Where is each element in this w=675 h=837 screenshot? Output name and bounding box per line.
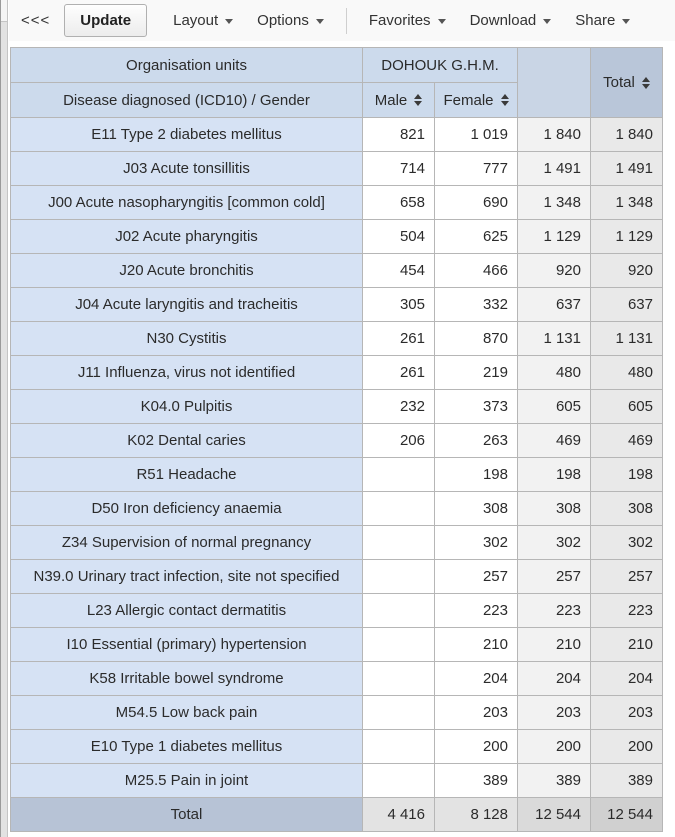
table-row [11, 288, 663, 322]
female-value: 198 [435, 458, 518, 492]
total-value: 920 [591, 254, 663, 288]
org-units-header: Organisation units [11, 48, 363, 83]
male-column-header[interactable] [363, 83, 435, 118]
total-header-label: Total [603, 74, 635, 91]
subtotal-value: 308 [518, 492, 591, 526]
pivot-table [10, 47, 663, 832]
table-row [11, 662, 663, 696]
table-row [11, 118, 663, 152]
subtotal-value: 204 [518, 662, 591, 696]
chevron-down-icon [543, 19, 551, 24]
row-label: J20 Acute bronchitis [11, 254, 363, 288]
subtotal-value: 389 [518, 764, 591, 798]
subtotal-column-header [518, 48, 591, 118]
total-value: 203 [591, 696, 663, 730]
table-row [11, 152, 663, 186]
female-value: 690 [435, 186, 518, 220]
row-label: K02 Dental caries [11, 424, 363, 458]
total-value: 1 491 [591, 152, 663, 186]
table-row [11, 356, 663, 390]
row-label: L23 Allergic contact dermatitis [11, 594, 363, 628]
male-value: 454 [363, 254, 435, 288]
subtotal-value: 1 840 [518, 118, 591, 152]
options-menu-button[interactable] [245, 6, 336, 35]
table-row [11, 628, 663, 662]
total-value: 637 [591, 288, 663, 322]
share-menu-button[interactable] [563, 6, 642, 35]
table-row [11, 390, 663, 424]
female-value: 332 [435, 288, 518, 322]
sort-icon[interactable] [414, 94, 422, 106]
total-value: 204 [591, 662, 663, 696]
female-value: 200 [435, 730, 518, 764]
table-row [11, 730, 663, 764]
male-value: 261 [363, 356, 435, 390]
female-value: 466 [435, 254, 518, 288]
row-label: Z34 Supervision of normal pregnancy [11, 526, 363, 560]
female-value: 625 [435, 220, 518, 254]
female-value: 302 [435, 526, 518, 560]
total-value: 389 [591, 764, 663, 798]
table-row [11, 696, 663, 730]
male-value: 821 [363, 118, 435, 152]
female-value: 777 [435, 152, 518, 186]
female-value: 223 [435, 594, 518, 628]
total-value: 198 [591, 458, 663, 492]
row-label: J11 Influenza, virus not identified [11, 356, 363, 390]
toolbar-separator [346, 8, 347, 34]
female-value: 308 [435, 492, 518, 526]
total-value: 1 348 [591, 186, 663, 220]
table-row [11, 594, 663, 628]
subtotal-value: 1 131 [518, 322, 591, 356]
chevron-down-icon [225, 19, 233, 24]
subtotal-value: 203 [518, 696, 591, 730]
male-value [363, 628, 435, 662]
download-menu-button[interactable] [458, 6, 564, 35]
chevron-down-icon [438, 19, 446, 24]
favorites-menu-button[interactable] [357, 6, 458, 35]
org-unit-column-header[interactable]: DOHOUK G.H.M. [363, 48, 518, 83]
subtotal-value: 1 129 [518, 220, 591, 254]
total-value: 605 [591, 390, 663, 424]
female-value: 210 [435, 628, 518, 662]
subtotal-value: 480 [518, 356, 591, 390]
female-value: 870 [435, 322, 518, 356]
chevron-down-icon [622, 19, 630, 24]
collapsed-west-panel[interactable] [0, 0, 8, 837]
female-value: 204 [435, 662, 518, 696]
row-label: J00 Acute nasopharyngitis [common cold] [11, 186, 363, 220]
male-value [363, 560, 435, 594]
male-value [363, 594, 435, 628]
female-value: 389 [435, 764, 518, 798]
header-row-org-units [11, 48, 663, 83]
male-value: 206 [363, 424, 435, 458]
row-label: J04 Acute laryngitis and tracheitis [11, 288, 363, 322]
subtotal-value: 210 [518, 628, 591, 662]
male-value [363, 526, 435, 560]
female-header-label: Female [443, 91, 494, 109]
total-value: 308 [591, 492, 663, 526]
favorites-menu-label: Favorites [368, 12, 431, 29]
subtotal-value: 302 [518, 526, 591, 560]
total-value: 200 [591, 730, 663, 764]
subtotal-value: 920 [518, 254, 591, 288]
update-button[interactable]: Update [64, 4, 147, 37]
male-value [363, 764, 435, 798]
chevron-down-icon [316, 19, 324, 24]
download-menu-label: Download [469, 12, 537, 29]
female-value: 257 [435, 560, 518, 594]
total-value: 223 [591, 594, 663, 628]
collapsed-panel-cap [1, 0, 7, 22]
grand-total-value: 12 544 [591, 798, 663, 832]
male-value: 305 [363, 288, 435, 322]
female-column-header[interactable] [435, 83, 518, 118]
total-value: 1 131 [591, 322, 663, 356]
total-male-value: 4 416 [363, 798, 435, 832]
sort-icon[interactable] [501, 94, 509, 106]
male-value [363, 696, 435, 730]
male-value: 232 [363, 390, 435, 424]
row-label: K58 Irritable bowel syndrome [11, 662, 363, 696]
total-column-header[interactable] [591, 48, 663, 118]
row-label: E10 Type 1 diabetes mellitus [11, 730, 363, 764]
subtotal-value: 257 [518, 560, 591, 594]
subtotal-value: 1 491 [518, 152, 591, 186]
total-value: 210 [591, 628, 663, 662]
row-dimension-header: Disease diagnosed (ICD10) / Gender [11, 83, 363, 118]
total-value: 1 840 [591, 118, 663, 152]
row-label: D50 Iron deficiency anaemia [11, 492, 363, 526]
layout-menu-button[interactable] [161, 6, 245, 35]
table-row [11, 560, 663, 594]
female-value: 203 [435, 696, 518, 730]
row-label: N39.0 Urinary tract infection, site not specified [11, 560, 363, 594]
table-row [11, 186, 663, 220]
total-value: 302 [591, 526, 663, 560]
total-row [11, 798, 663, 832]
male-value: 504 [363, 220, 435, 254]
subtotal-value: 223 [518, 594, 591, 628]
male-value [363, 730, 435, 764]
male-value [363, 492, 435, 526]
table-row [11, 458, 663, 492]
table-row [11, 424, 663, 458]
male-value [363, 458, 435, 492]
table-row [11, 526, 663, 560]
total-row-label: Total [11, 798, 363, 832]
collapse-panel-button[interactable]: <<< [21, 12, 51, 29]
layout-menu-label: Layout [173, 12, 219, 29]
total-value: 480 [591, 356, 663, 390]
table-row [11, 764, 663, 798]
table-row [11, 322, 663, 356]
male-value: 658 [363, 186, 435, 220]
female-value: 1 019 [435, 118, 518, 152]
table-row [11, 220, 663, 254]
table-row [11, 492, 663, 526]
male-value [363, 662, 435, 696]
total-subtotal-value: 12 544 [518, 798, 591, 832]
subtotal-value: 200 [518, 730, 591, 764]
row-label: R51 Headache [11, 458, 363, 492]
male-value: 714 [363, 152, 435, 186]
row-label: M54.5 Low back pain [11, 696, 363, 730]
subtotal-value: 1 348 [518, 186, 591, 220]
row-label: M25.5 Pain in joint [11, 764, 363, 798]
male-header-label: Male [374, 91, 408, 109]
sort-icon[interactable] [642, 77, 650, 89]
row-label: E11 Type 2 diabetes mellitus [11, 118, 363, 152]
male-value: 261 [363, 322, 435, 356]
share-menu-label: Share [575, 12, 616, 29]
total-value: 257 [591, 560, 663, 594]
toolbar [9, 0, 675, 41]
total-value: 469 [591, 424, 663, 458]
row-label: J03 Acute tonsillitis [11, 152, 363, 186]
subtotal-value: 605 [518, 390, 591, 424]
total-value: 1 129 [591, 220, 663, 254]
female-value: 219 [435, 356, 518, 390]
pivot-table-container [10, 47, 663, 832]
subtotal-value: 198 [518, 458, 591, 492]
table-row [11, 254, 663, 288]
row-label: J02 Acute pharyngitis [11, 220, 363, 254]
subtotal-value: 469 [518, 424, 591, 458]
subtotal-value: 637 [518, 288, 591, 322]
total-female-value: 8 128 [435, 798, 518, 832]
row-label: I10 Essential (primary) hypertension [11, 628, 363, 662]
row-label: N30 Cystitis [11, 322, 363, 356]
female-value: 373 [435, 390, 518, 424]
row-label: K04.0 Pulpitis [11, 390, 363, 424]
options-menu-label: Options [257, 12, 309, 29]
female-value: 263 [435, 424, 518, 458]
